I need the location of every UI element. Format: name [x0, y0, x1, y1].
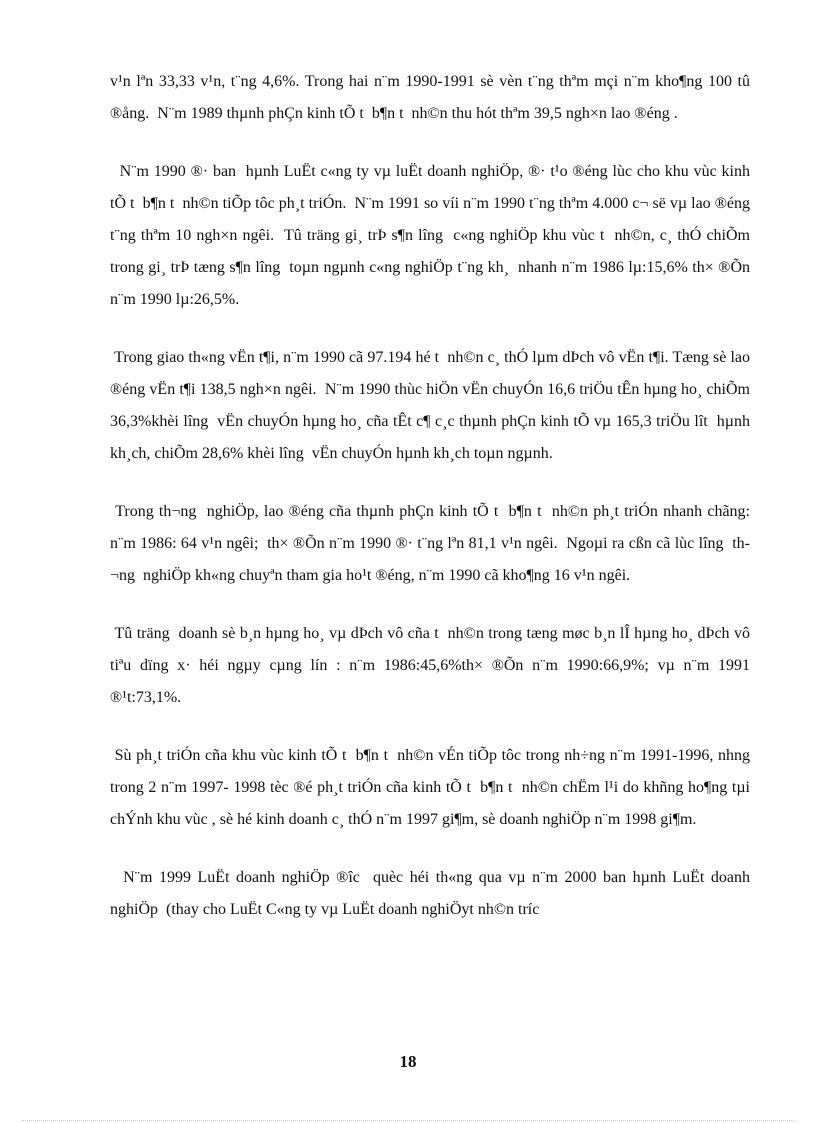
paragraph-7: N¨m 1999 LuËt doanh nghiÖp ®îc quèc héi th«ng qua vµ n¨m 2000 ban hµnh LuËt doanh nghiÖp (thay cho LuËt C«ng ty vµ LuËt doanh nghiÖyt nh©n tríc	[110, 869, 755, 918]
paragraph-4: Trong th¬ng nghiÖp, lao ®éng cña thµnh phÇn kinh tÕ t b¶n t nh©n ph¸t triÓn nhanh chãng: n¨m 1986: 64 v¹n ngêi; th× ®Õn n¨m 1990 ®· t¨ng lªn 81,1 v¹n ngêi. Ngoµi ra cßn cã lùc lîng th¬ng nghiÖp kh«ng chuyªn tham gia ho¹t ®éng, n¨m 1990 cã kho¶ng 16 v¹n ngêi.	[110, 503, 754, 584]
paragraph-1: v¹n lªn 33,33 v¹n, t¨ng 4,6%. Trong hai n¨m 1990-1991 sè vèn t¨ng thªm mçi n¨m kho¶ng 100 tû ®ång. N¨m 1989 thµnh phÇn kinh tÕ t b¶n t nh©n thu hót thªm 39,5 ngh×n lao ®éng .	[110, 73, 754, 122]
page-bottom-divider	[22, 1120, 794, 1121]
paragraph-3: Trong giao th«ng vËn t¶i, n¨m 1990 cã 97.194 hé t nh©n c¸ thÓ lµm dÞch vô vËn t¶i. Tæng sè lao ®éng vËn t¶i 138,5 ngh×n ngêi. N¨m 1990 thùc hiÖn vËn chuyÓn 16,6 triÖu tÊn hµng ho¸ chiÕm 36,3%khèi lîng vËn chuyÓn hµng ho¸ cña tÊt c¶ c¸c thµnh phÇn kinh tÕ vµ 165,3 triÖu lît hµnh kh¸ch, chiÕm 28,6% khèi lîng vËn chuyÓn hµnh kh¸ch toµn ngµnh.	[110, 349, 755, 462]
body-text	[110, 66, 758, 952]
paragraph-6: Sù ph¸t triÓn cña khu vùc kinh tÕ t b¶n t nh©n vÉn tiÕp tôc trong nh÷ng n¨m 1991-1996, nhng trong 2 n¨m 1997- 1998 tèc ®é ph¸t triÓn cña kinh tÕ t b¶n t nh©n chËm l¹i do khñng ho¶ng tµi chÝnh khu vùc , sè hé kinh doanh c¸ thÓ n¨m 1997 gi¶m, sè doanh nghiÖp n¨m 1998 gi¶m.	[110, 747, 758, 828]
paragraph-2: N¨m 1990 ®· ban hµnh LuËt c«ng ty vµ luËt doanh nghiÖp, ®· t¹o ®éng lùc cho khu vùc kinh tÕ t b¶n t nh©n tiÕp tôc ph¸t triÓn. N¨m 1991 so víi n¨m 1990 t¨ng thªm 4.000 c¬ së vµ lao ®éng t¨ng thªm 10 ngh×n ngêi. Tû träng gi¸ trÞ s¶n lîng c«ng nghiÖp khu vùc t nh©n, c¸ thÓ chiÕm trong gi¸ trÞ tæng s¶n lîng toµn ngµnh c«ng nghiÖp t¨ng kh¸ nhanh n¨m 1986 lµ:15,6% th× ®Õn n¨m 1990 lµ:26,5%.	[110, 163, 754, 308]
page-number: 18	[399, 1052, 417, 1071]
paragraph-5: Tû träng doanh sè b¸n hµng ho¸ vµ dÞch vô cña t nh©n trong tæng møc b¸n lÎ hµng ho¸ dÞch vô tiªu dïng x· héi ngµy cµng lín : n¨m 1986:45,6%th× ®Õn n¨m 1990:66,9%; vµ n¨m 1991 ®¹t:73,1%.	[110, 625, 755, 706]
